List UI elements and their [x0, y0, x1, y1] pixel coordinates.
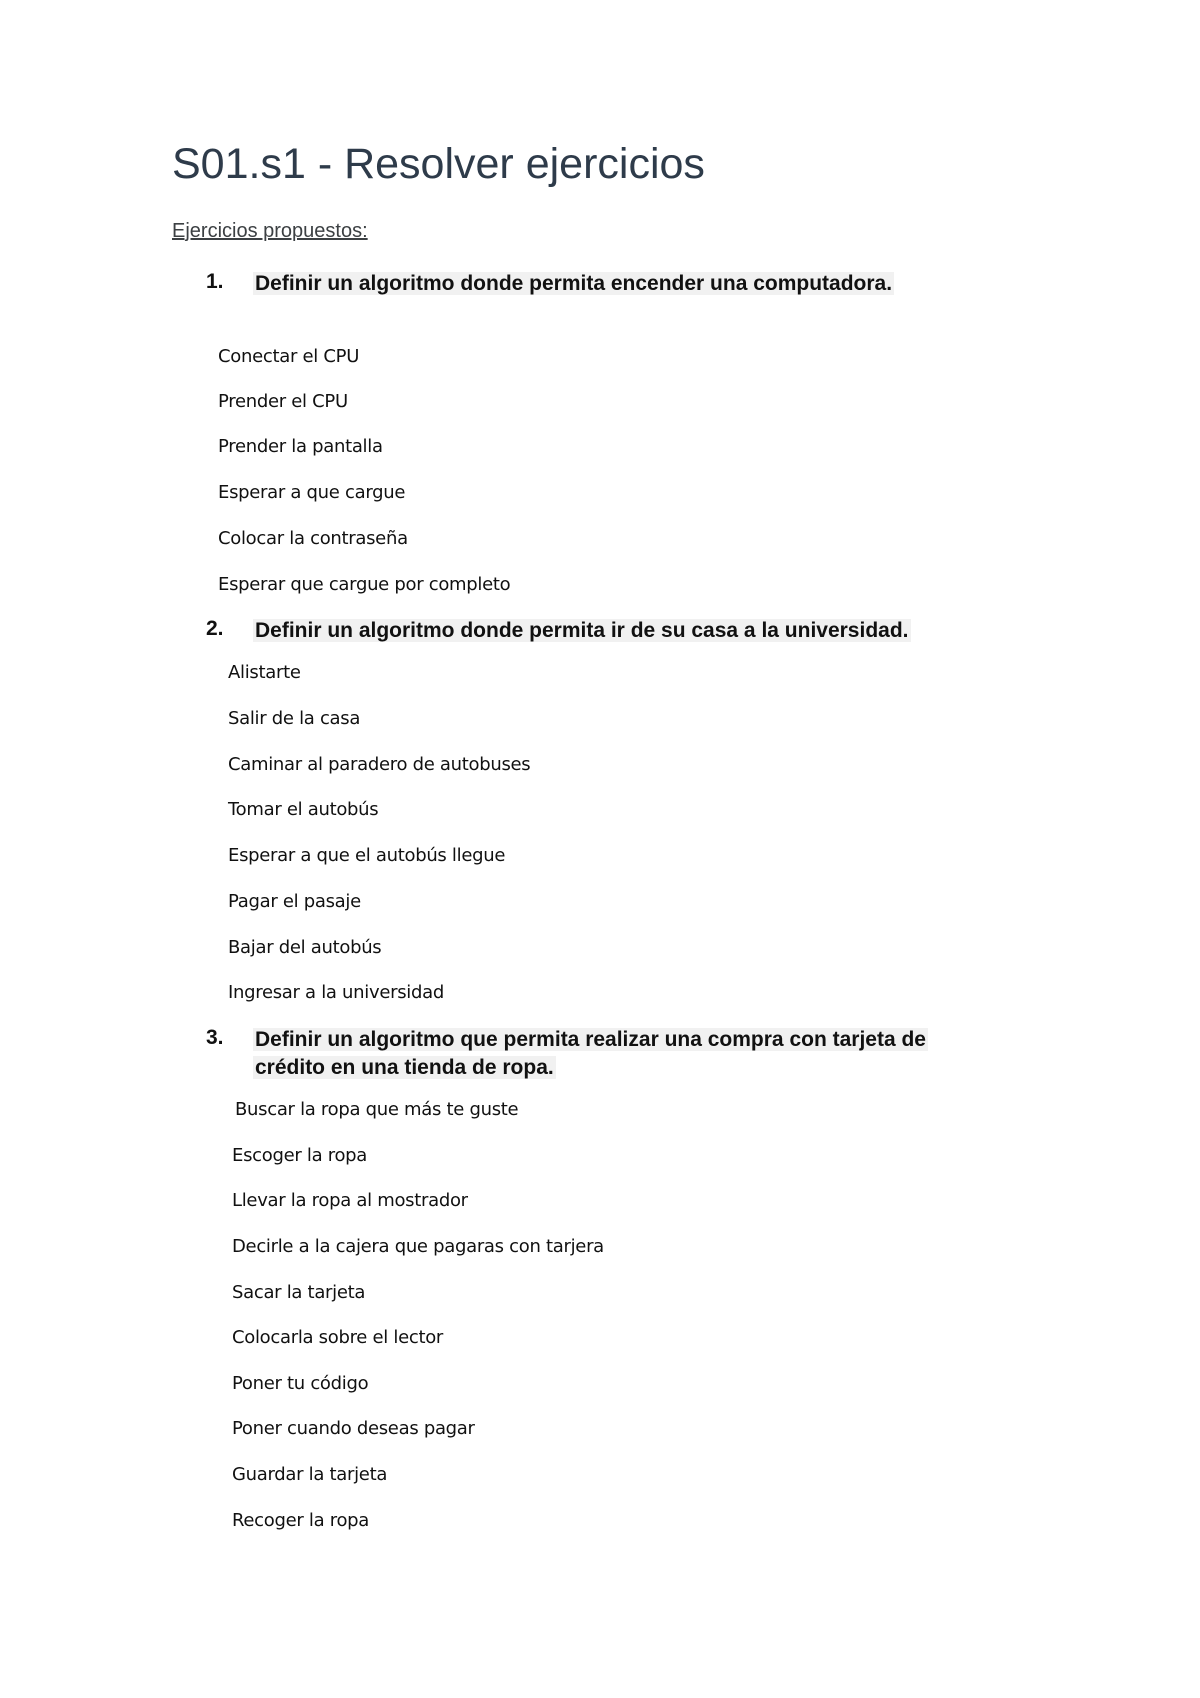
question-3-heading	[253, 1026, 928, 1082]
q3-step-2: Escoger la ropa	[232, 1145, 368, 1166]
question-2-number: 2.	[206, 617, 224, 640]
question-3-number: 3.	[206, 1026, 224, 1049]
question-1-heading	[253, 270, 894, 298]
question-3-line-1: Definir un algoritmo que permita realizar una compra con tarjeta de	[255, 1028, 926, 1051]
question-2-heading	[253, 617, 911, 645]
q3-step-7: Poner tu código	[232, 1373, 369, 1394]
q1-step-5: Colocar la contraseña	[218, 528, 408, 549]
q3-step-9: Guardar la tarjeta	[232, 1464, 388, 1485]
q2-step-2: Salir de la casa	[228, 708, 361, 729]
q1-step-6: Esperar que cargue por completo	[218, 574, 511, 595]
q3-step-1: Buscar la ropa que más te guste	[235, 1099, 519, 1120]
question-2-line-1: Definir un algoritmo donde permita ir de su casa a la universidad.	[255, 619, 909, 642]
q1-step-1: Conectar el CPU	[218, 346, 360, 367]
q3-step-10: Recoger la ropa	[232, 1510, 370, 1531]
q2-step-5: Esperar a que el autobús llegue	[228, 845, 506, 866]
q3-step-8: Poner cuando deseas pagar	[232, 1418, 475, 1439]
page-title: S01.s1 - Resolver ejercicios	[172, 140, 705, 188]
q3-step-3: Llevar la ropa al mostrador	[232, 1190, 468, 1211]
q2-step-4: Tomar el autobús	[228, 799, 379, 820]
q2-step-1: Alistarte	[228, 662, 301, 683]
q2-step-8: Ingresar a la universidad	[228, 982, 444, 1003]
question-1-number: 1.	[206, 270, 224, 293]
q2-step-7: Bajar del autobús	[228, 937, 382, 958]
q3-step-5: Sacar la tarjeta	[232, 1282, 366, 1303]
q2-step-3: Caminar al paradero de autobuses	[228, 754, 531, 775]
q1-step-2: Prender el CPU	[218, 391, 348, 412]
question-1-line-1: Definir un algoritmo donde permita encender una computadora.	[255, 272, 893, 295]
q3-step-6: Colocarla sobre el lector	[232, 1327, 444, 1348]
q1-step-3: Prender la pantalla	[218, 436, 383, 457]
section-subtitle: Ejercicios propuestos:	[172, 220, 368, 242]
question-3-line-2: crédito en una tienda de ropa.	[255, 1056, 554, 1079]
q2-step-6: Pagar el pasaje	[228, 891, 361, 912]
q3-step-4: Decirle a la cajera que pagaras con tarjera	[232, 1236, 604, 1257]
q1-step-4: Esperar a que cargue	[218, 482, 406, 503]
